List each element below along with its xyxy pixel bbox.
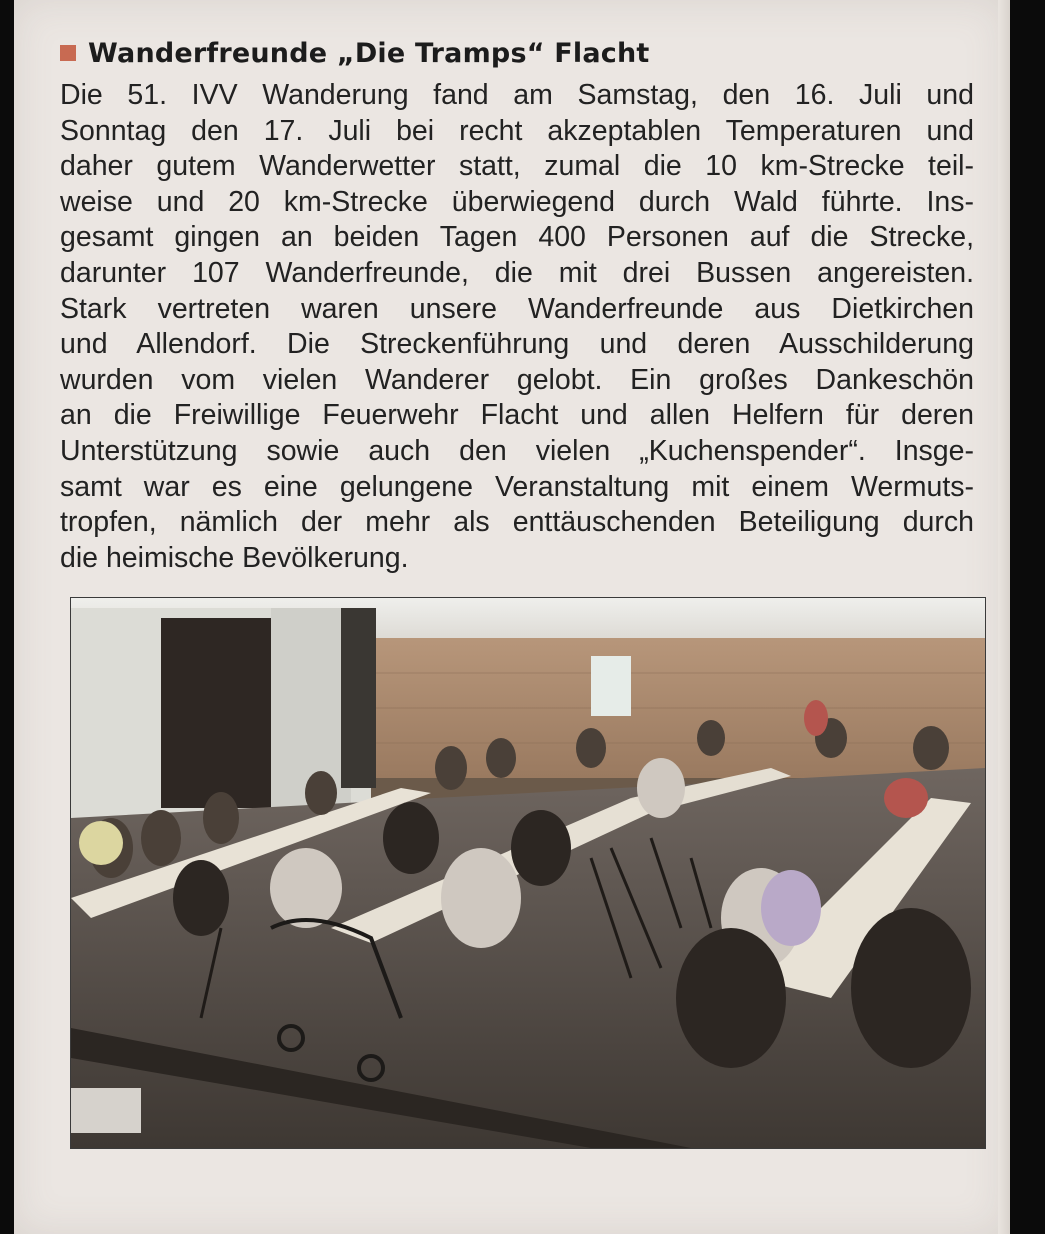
newspaper-clipping xyxy=(14,0,1004,1234)
article-line: die heimische Bevölkerung. xyxy=(60,541,409,574)
article-line: gesamt gingen an beiden Tagen 400 Personen auf die Strecke, xyxy=(60,221,974,254)
article-line: samt war es eine gelungene Veranstaltung mit einem Wermuts- xyxy=(60,470,974,503)
article-line: Sonntag den 17. Juli bei recht akzeptablen Temperaturen und xyxy=(60,114,974,147)
event-photo xyxy=(70,597,986,1149)
article-line: daher gutem Wanderwetter statt, zumal die 10 km-Strecke teil- xyxy=(60,150,974,183)
article-line: weise und 20 km-Strecke überwiegend durch Wald führte. Ins- xyxy=(60,185,974,218)
article-body xyxy=(60,78,974,576)
article-title xyxy=(60,38,650,69)
article-line: an die Freiwillige Feuerwehr Flacht und allen Helfern für deren xyxy=(60,399,974,432)
article-line: Die 51. IVV Wanderung fand am Samstag, den 16. Juli und xyxy=(60,79,974,111)
hall-photo-illustration xyxy=(71,598,985,1148)
article-line: Unterstützung sowie auch den vielen „Kuchenspender“. Insge- xyxy=(60,434,974,467)
article-line: darunter 107 Wanderfreunde, die mit drei Bussen angereisten. xyxy=(60,256,974,289)
article-line: tropfen, nämlich der mehr als enttäuschenden Beteiligung durch xyxy=(60,506,974,539)
article-line: und Allendorf. Die Streckenführung und deren Ausschilderung xyxy=(60,328,974,361)
article-line: wurden vom vielen Wanderer gelobt. Ein großes Dankeschön xyxy=(60,363,974,396)
article-title-text: Wanderfreunde „Die Tramps“ Flacht xyxy=(88,38,650,69)
square-bullet-icon xyxy=(60,45,76,61)
article-line: Stark vertreten waren unsere Wanderfreunde aus Dietkirchen xyxy=(60,292,974,325)
